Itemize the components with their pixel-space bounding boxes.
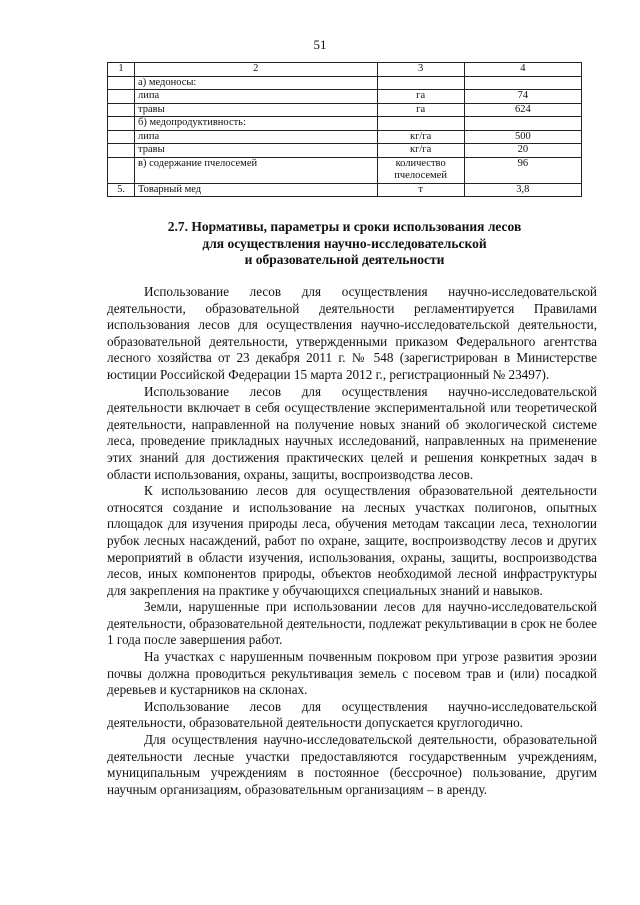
row-number [108, 90, 135, 104]
paragraph: На участках с нарушенным почвенным покровом при угрозе развития эрозии почвы должна проводиться рекультивация земель с посевом трав и (или) посадкой деревьев и кустарников на склонах. [107, 649, 597, 698]
table-row [108, 90, 582, 104]
row-value [464, 76, 581, 90]
row-name: Товарный мед [135, 183, 378, 197]
paragraph: Использование лесов для осуществления научно-исследовательской деятельности, образовательной деятельности регламентируется Правилами использования лесов для осуществления научно-исследовательской деятельности, образовательной деятельности, утвержденными приказом Федерального агентства лесного хозяйства от 23 декабря 2011 г. № 548 (зарегистрирован в Министерстве юстиции Российской Федерации 15 марта 2012 г., регистрационный № 23497). [107, 284, 597, 382]
row-name: травы [135, 144, 378, 158]
row-unit [377, 76, 464, 90]
row-number [108, 117, 135, 131]
row-value: 20 [464, 144, 581, 158]
row-number [108, 130, 135, 144]
table-header-row [108, 63, 582, 77]
table-row [108, 144, 582, 158]
section-title-line: и образовательной деятельности [244, 252, 445, 267]
row-name: а) медоносы: [135, 76, 378, 90]
paragraph: Использование лесов для осуществления научно-исследовательской деятельности, образовательной деятельности допускается круглогодично. [107, 698, 597, 731]
page-number: 51 [313, 37, 327, 52]
row-unit: количество пчелосемей [377, 157, 464, 183]
row-unit: га [377, 90, 464, 104]
table-header-cell: 3 [377, 63, 464, 77]
honey-table [107, 62, 582, 197]
row-name: травы [135, 103, 378, 117]
section-title-line: 2.7. Нормативы, параметры и сроки использования лесов [167, 219, 522, 234]
section-title [107, 219, 582, 269]
table-header-cell: 1 [108, 63, 135, 77]
row-name: б) медопродуктивность: [135, 117, 378, 131]
section-title-line: для осуществления научно-исследовательской [202, 235, 487, 251]
table-header-cell: 4 [464, 63, 581, 77]
paragraph: К использованию лесов для осуществления образовательной деятельности относятся создание и использование на лесных участках полигонов, опытных площадок для изучения природы леса, обучения методам таксации леса, технологии рубок лесных насаждений, работ по охране, защите, воспроизводству лесов и других мероприятий в области изучения, использования, охраны, защиты, воспроизводства лесов, иных компонентов природы, объектов необходимой лесной инфраструктуры для закрепления на практике у обучающихся специальных знаний и навыков. [107, 483, 597, 598]
row-unit: кг/га [377, 130, 464, 144]
body-text [107, 284, 597, 798]
row-unit: кг/га [377, 144, 464, 158]
row-value: 500 [464, 130, 581, 144]
row-name: липа [135, 130, 378, 144]
row-unit [377, 117, 464, 131]
table-row [108, 117, 582, 131]
row-number: 5. [108, 183, 135, 197]
table-row [108, 157, 582, 183]
paragraph: Земли, нарушенные при использовании лесов для научно-исследовательской деятельности, образовательной деятельности, подлежат рекультивации в срок не более 1 года после завершения работ. [107, 599, 597, 648]
row-value: 74 [464, 90, 581, 104]
row-name: липа [135, 90, 378, 104]
row-number [108, 144, 135, 158]
row-value: 96 [464, 157, 581, 183]
paragraph: Для осуществления научно-исследовательской деятельности, образовательной деятельности лесные участки предоставляются государственным учреждениям, муниципальным учреждениям в постоянное (бессрочное) пользование, другим научным организациям, образовательным организациям – в аренду. [107, 732, 597, 797]
table-row [108, 183, 582, 197]
table-row [108, 76, 582, 90]
table-row [108, 103, 582, 117]
row-unit: т [377, 183, 464, 197]
row-number [108, 76, 135, 90]
row-number [108, 157, 135, 183]
row-value [464, 117, 581, 131]
row-name: в) содержание пчелосемей [135, 157, 378, 183]
row-value: 624 [464, 103, 581, 117]
row-unit: га [377, 103, 464, 117]
row-value: 3,8 [464, 183, 581, 197]
paragraph: Использование лесов для осуществления научно-исследовательской деятельности включает в себя осуществление экспериментальной или теоретической деятельности, направленной на получение новых знаний об экологической системе леса, проведение прикладных научных исследований, направленных на применение этих знаний для достижения практических целей и решения конкретных задач в области использования, охраны, защиты, воспроизводства лесов. [107, 383, 597, 482]
row-number [108, 103, 135, 117]
table-row [108, 130, 582, 144]
table-header-cell: 2 [135, 63, 378, 77]
